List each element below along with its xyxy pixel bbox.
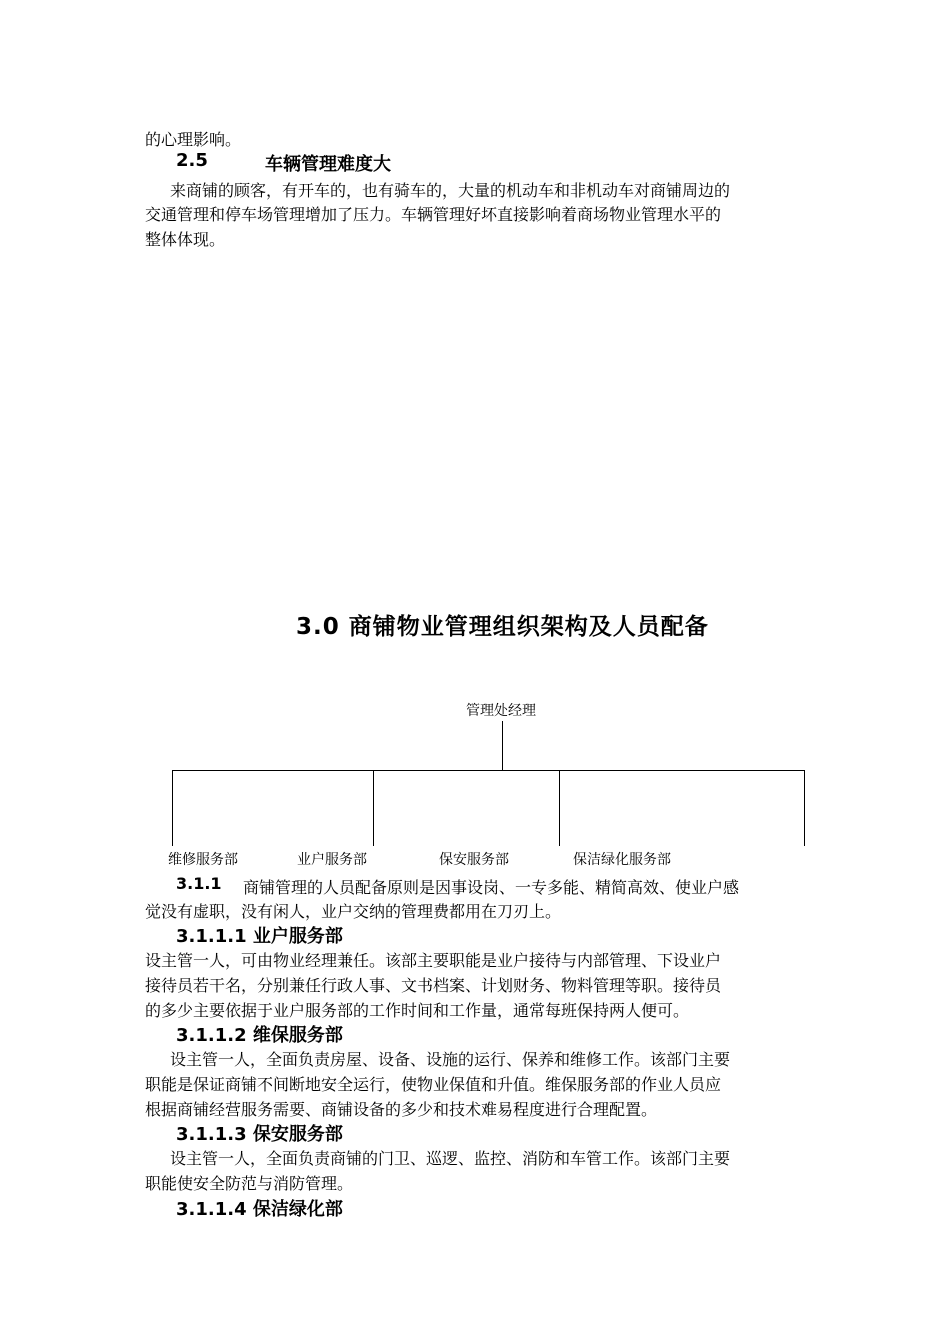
paragraph-3-1-1-3-line-2: 职能使安全防范与消防管理。 xyxy=(145,1174,354,1193)
org-root-label: 管理处经理 xyxy=(466,703,536,719)
org-dept-label: 业户服务部 xyxy=(297,852,367,868)
org-connector-branch xyxy=(804,770,805,846)
heading-3-1-1-4: 3.1.1.4 保洁绿化部 xyxy=(176,1199,343,1220)
paragraph-2-5-line-2: 交通管理和停车场管理增加了压力。车辆管理好坏直接影响着商场物业管理水平的 xyxy=(145,205,722,224)
org-connector-branch xyxy=(373,770,374,846)
paragraph-3-1-1-line-1: 商铺管理的人员配备原则是因事设岗、一专多能、精简高效、使业户感 xyxy=(243,878,740,897)
heading-3-1-1-2: 3.1.1.2 维保服务部 xyxy=(176,1025,343,1046)
org-dept-label: 维修服务部 xyxy=(168,852,238,868)
org-connector-branch xyxy=(172,770,173,846)
heading-3-1-1-3: 3.1.1.3 保安服务部 xyxy=(176,1124,343,1145)
paragraph-3-1-1-1-line-1: 设主管一人，可由物业经理兼任。该部主要职能是业户接待与内部管理、下设业户 xyxy=(145,951,722,970)
org-dept-label: 保安服务部 xyxy=(439,852,509,868)
heading-2-5-number: 2.5 xyxy=(176,150,208,171)
heading-2-5-title: 车辆管理难度大 xyxy=(265,154,391,175)
heading-3-1-1-1: 3.1.1.1 业户服务部 xyxy=(176,926,343,947)
paragraph-3-1-1-2-line-2: 职能是保证商铺不间断地安全运行，使物业保值和升值。维保服务部的作业人员应 xyxy=(145,1075,722,1094)
paragraph-3-1-1-1-line-3: 的多少主要依据于业户服务部的工作时间和工作量，通常每班保持两人便可。 xyxy=(145,1001,690,1020)
paragraph-2-5-line-1: 来商铺的顾客，有开车的，也有骑车的，大量的机动车和非机动车对商铺周边的 xyxy=(170,181,731,200)
org-connector-branch xyxy=(559,770,560,846)
section-title: 3.0 商铺物业管理组织架构及人员配备 xyxy=(296,614,709,640)
org-dept-label: 保洁绿化服务部 xyxy=(573,852,671,868)
paragraph-2-5-line-3: 整体体现。 xyxy=(145,230,226,249)
paragraph-3-1-1-1-line-2: 接待员若干名，分别兼任行政人事、文书档案、计划财务、物料管理等职。接待员 xyxy=(145,976,722,995)
org-connector-root xyxy=(502,721,503,771)
paragraph-3-1-1-2-line-1: 设主管一人，全面负责房屋、设备、设施的运行、保养和维修工作。该部门主要 xyxy=(170,1050,731,1069)
paragraph-continuation: 的心理影响。 xyxy=(145,130,242,149)
paragraph-3-1-1-2-line-3: 根据商铺经营服务需要、商铺设备的多少和技术难易程度进行合理配置。 xyxy=(145,1100,658,1119)
org-connector-horizontal xyxy=(172,770,805,771)
paragraph-3-1-1-3-line-1: 设主管一人，全面负责商铺的门卫、巡逻、监控、消防和车管工作。该部门主要 xyxy=(170,1149,731,1168)
paragraph-3-1-1-line-2: 觉没有虚职，没有闲人，业户交纳的管理费都用在刀刃上。 xyxy=(145,902,562,921)
paragraph-3-1-1-number: 3.1.1 xyxy=(176,874,222,893)
